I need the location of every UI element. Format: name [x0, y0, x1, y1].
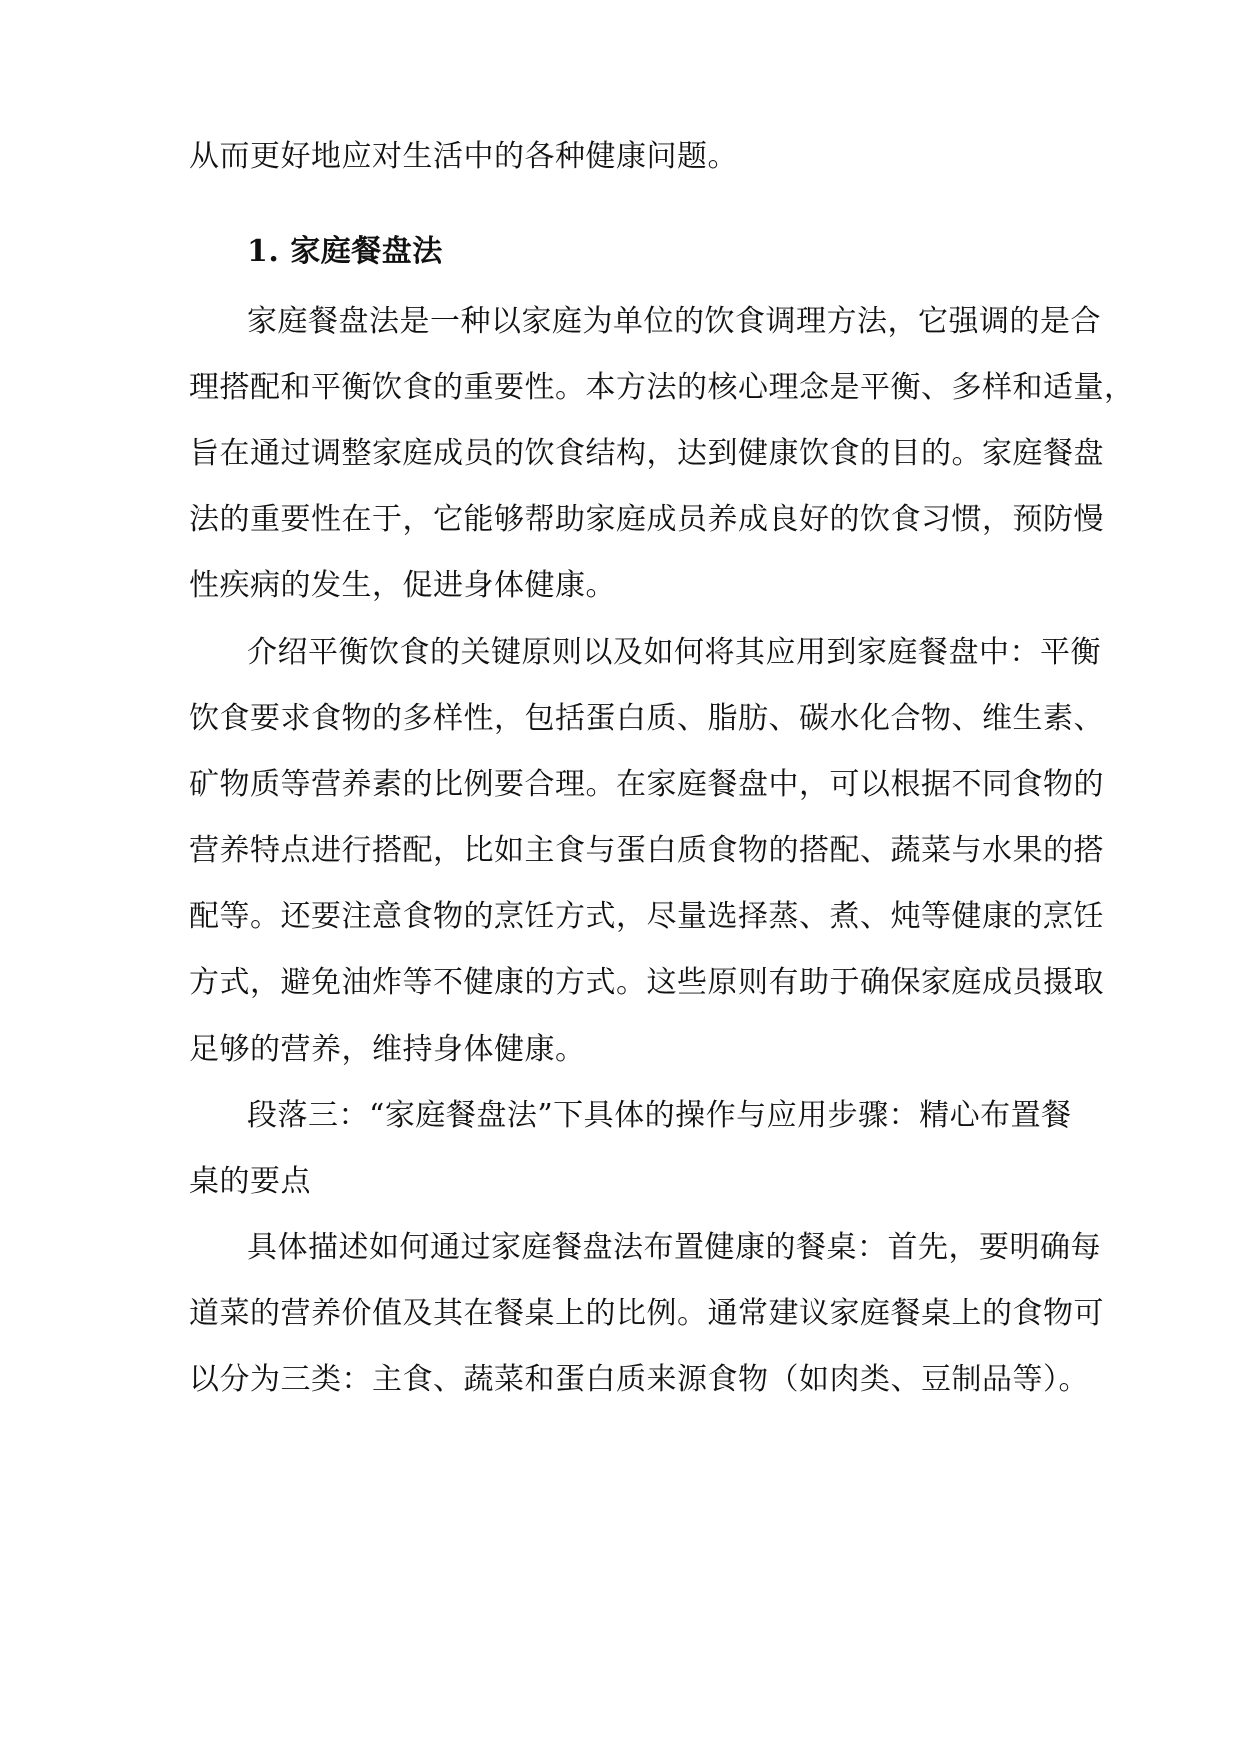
- text-line: 饮食要求食物的多样性，包括蛋白质、脂肪、碳水化合物、维生素、: [189, 701, 1104, 736]
- text-line: 方式，避免油炸等不健康的方式。这些原则有助于确保家庭成员摄取: [189, 965, 1104, 1000]
- text-line: 家庭餐盘法是一种以家庭为单位的饮食调理方法，它强调的是合: [247, 304, 1101, 339]
- text-line: 矿物质等营养素的比例要合理。在家庭餐盘中，可以根据不同食物的: [189, 767, 1104, 802]
- section-heading: 1. 家庭餐盘法: [247, 234, 443, 269]
- text-line: 旨在通过调整家庭成员的饮食结构，达到健康饮食的目的。家庭餐盘: [189, 436, 1104, 471]
- text-line: 从而更好地应对生活中的各种健康问题。: [189, 139, 738, 174]
- text-line: 段落三：“家庭餐盘法”下具体的操作与应用步骤：精心布置餐: [247, 1098, 1072, 1133]
- text-line: 配等。还要注意食物的烹饪方式，尽量选择蒸、煮、炖等健康的烹饪: [189, 899, 1104, 934]
- text-line: 道菜的营养价值及其在餐桌上的比例。通常建议家庭餐桌上的食物可: [189, 1296, 1104, 1331]
- text-line: 介绍平衡饮食的关键原则以及如何将其应用到家庭餐盘中：平衡: [247, 635, 1101, 670]
- text-line: 具体描述如何通过家庭餐盘法布置健康的餐桌：首先，要明确每: [247, 1230, 1101, 1265]
- text-line: 足够的营养，维持身体健康。: [189, 1032, 586, 1067]
- text-line: 法的重要性在于，它能够帮助家庭成员养成良好的饮食习惯，预防慢: [189, 502, 1104, 537]
- text-line: 以分为三类：主食、蔬菜和蛋白质来源食物（如肉类、豆制品等）。: [189, 1362, 1089, 1397]
- text-line: 性疾病的发生，促进身体健康。: [189, 568, 616, 603]
- text-line: 桌的要点: [189, 1164, 311, 1199]
- text-line: 理搭配和平衡饮食的重要性。本方法的核心理念是平衡、多样和适量，: [189, 370, 1135, 405]
- text-line: 营养特点进行搭配，比如主食与蛋白质食物的搭配、蔬菜与水果的搭: [189, 833, 1104, 868]
